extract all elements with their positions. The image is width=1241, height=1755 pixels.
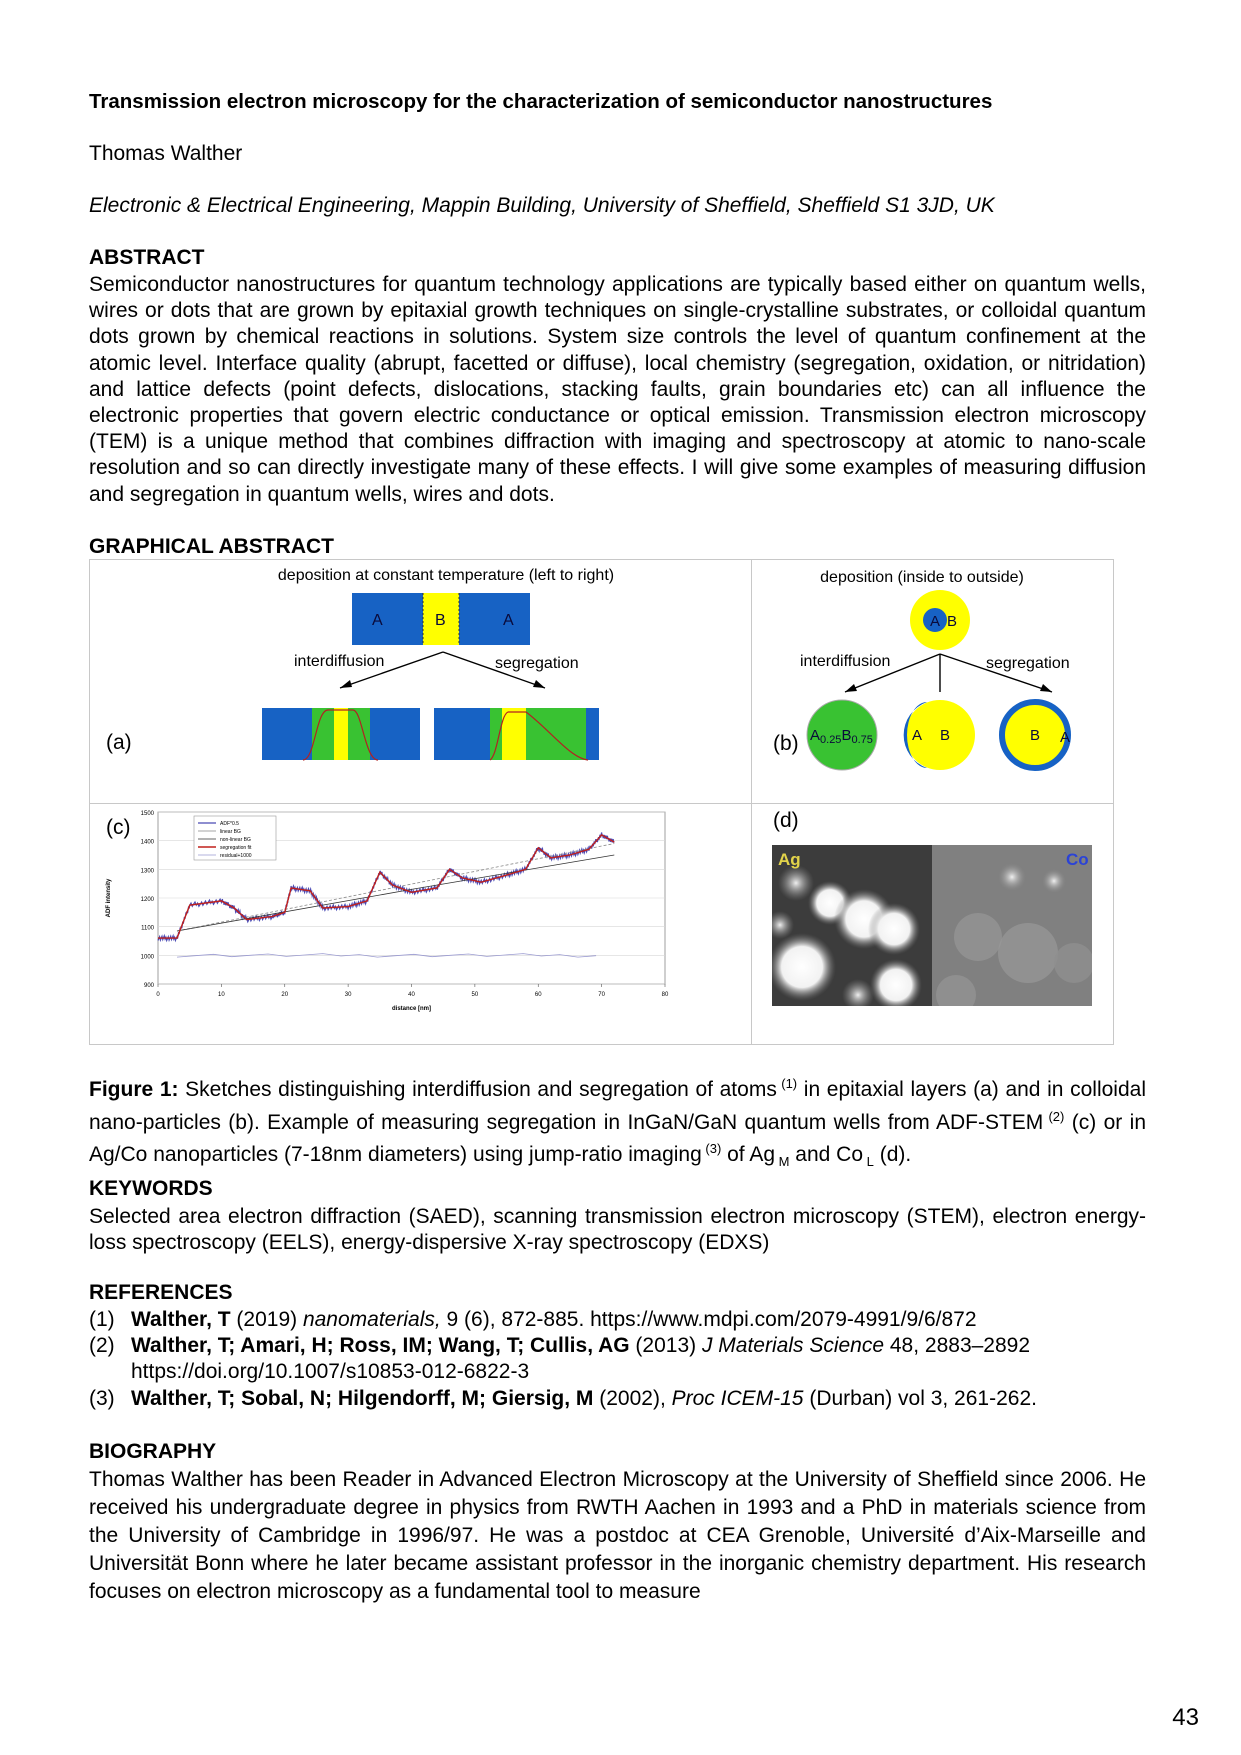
layer-a-right-label: A: [503, 612, 514, 629]
x-tick-label: 60: [534, 992, 542, 998]
y-tick-label: 1300: [140, 868, 154, 875]
reference-2: (2) Walther, T; Amari, H; Ross, IM; Wang, T; Cullis, AG (2013) J Materials Science 48, 2883–2892 https://doi.org/10.1007/s10853-012-6822-3: [89, 1334, 1031, 1384]
panel-a-interdiffusion: interdiffusion: [294, 653, 385, 670]
layer-a-left: [352, 593, 423, 645]
x-tick-label: 30: [344, 992, 352, 998]
keywords-heading: KEYWORDS: [89, 1177, 213, 1200]
abstract-heading: ABSTRACT: [89, 246, 205, 269]
panel-a-segregation: segregation: [495, 655, 579, 672]
layer-a-left-label: A: [372, 612, 383, 629]
x-tick-label: 80: [661, 992, 669, 998]
panel-b-label: (b): [773, 732, 799, 755]
panel-a-label: (a): [106, 731, 132, 754]
legend-label: non-linear BG: [220, 837, 251, 843]
panel-a-title: deposition at constant temperature (left to right): [277, 567, 615, 584]
legend-label: ADF*0.5: [220, 821, 239, 827]
y-tick-label: 1100: [141, 925, 154, 932]
y-tick-label: 1500: [140, 811, 154, 817]
biography-heading: BIOGRAPHY: [89, 1440, 217, 1463]
x-tick-label: 40: [408, 992, 415, 998]
y-tick-label: 1400: [140, 839, 154, 846]
page-number: 43: [1172, 1704, 1199, 1731]
layer-b-label: B: [435, 612, 446, 629]
y-tick-label: 1000: [140, 954, 154, 961]
panel-d-label: (d): [773, 809, 799, 832]
reference-1: (1) Walther, T (2019) nanomaterials, 9 (6), 872-885. https://www.mdpi.com/2079-4991/9/6/872: [89, 1308, 977, 1331]
legend-label: linear BG: [220, 829, 241, 835]
svg-text:A: A: [1060, 729, 1071, 746]
layer-a-right: [459, 593, 530, 645]
affiliation: Electronic & Electrical Engineering, Mappin Building, University of Sheffield, Sheffield S1 3JD, UK: [89, 194, 995, 217]
x-tick-label: 0: [156, 992, 160, 998]
x-axis-label: distance [nm]: [391, 1006, 432, 1012]
legend-label: residual+1000: [220, 853, 252, 859]
biography-text: Thomas Walther has been Reader in Advanced Electron Microscopy at the University of Sheffield since 2006. He received his undergraduate degree in physics from RWTH Aachen in 1993 and a PhD in materials science from the University of Cambridge in 1996/97. He was a postdoc at CEA Grenoble, Université d’Aix-Marseille and Universität Bonn where he later became assistant professor in the inorganic chemistry department. His research focuses on electron microscopy as a fundamental tool to measure: [89, 1468, 1146, 1603]
y-tick-label: 900: [143, 983, 154, 989]
svg-text:B: B: [940, 727, 951, 744]
panel-c-label: (c): [106, 816, 131, 839]
references-list: [89, 1307, 1169, 1412]
y-tick-label: 1200: [140, 897, 154, 903]
panel-b-segregation: segregation: [986, 655, 1070, 672]
legend-label: segregation fit: [220, 845, 252, 851]
svg-text:A: A: [912, 727, 923, 744]
svg-text:A0.25B0.75: $A_{0.25}B_{0.75}$: [810, 727, 873, 746]
x-tick-label: 20: [281, 992, 289, 998]
co-label: Co: [1066, 850, 1089, 869]
svg-text:B: B: [1030, 727, 1041, 744]
paper-title: Transmission electron microscopy for the characterization of semiconductor nanostructures: [89, 90, 993, 113]
panel-d-micrographs: [772, 845, 1092, 1006]
keywords-text: Selected area electron diffraction (SAED), scanning transmission electron microscopy (STEM), electron energy-loss spectroscopy (EELS), energy-dispersive X-ray spectroscopy (EDXS): [89, 1205, 1146, 1255]
x-tick-label: 10: [218, 992, 225, 998]
abstract-text: Semiconductor nanostructures for quantum technology applications are typically based either on quantum wells, wires or dots that are grown by epitaxial growth techniques on single-crystalline substrates, or colloidal quantum dots grown by chemical reactions in solutions. System size controls the level of quantum confinement at the atomic level. Interface quality (abrupt, facetted or diffuse), local chemistry (segregation, oxidation, or nitridation) and lattice defects (point defects, dislocations, stacking faults, grain boundaries etc) can all influence the electronic properties that govern electric conductance or optical emission. Transmission electron microscopy (TEM) is a unique method that combines diffraction with imaging and spectroscopy at atomic to nano-scale resolution and so can directly investigate many of these effects. I will give some examples of measuring diffusion and segregation in quantum wells, wires and dots.: [89, 273, 1146, 506]
figure-caption: Figure 1: Sketches distinguishing interdiffusion and segregation of atoms $^{(1)}$ in epitaxial layers (a) and in colloidal nano-particles (b). Example of measuring segregation in InGaN/GaN quantum wells from ADF-STEM $^{(2)}$ (c) or in Ag/Co nanoparticles (7-18nm diameters) using jump-ratio imaging $^{(3)}$ of Ag $_M$ and Co $_L$ (d).: [89, 1076, 1147, 1170]
author: Thomas Walther: [89, 142, 243, 165]
x-tick-label: 50: [471, 992, 479, 998]
ag-label: Ag: [778, 850, 801, 869]
panel-a-sketch: [90, 560, 751, 803]
panel-b-title: deposition (inside to outside): [820, 569, 1024, 586]
reference-3: (3) Walther, T; Sobal, N; Hilgendorff, M; Giersig, M (2002), Proc ICEM-15 (Durban) vol 3, 261-262.: [89, 1386, 1037, 1410]
references-heading: REFERENCES: [89, 1281, 233, 1304]
panel-b-interdiffusion: interdiffusion: [800, 653, 891, 670]
core-label: A: [930, 613, 941, 630]
figure-1: [89, 559, 1114, 1045]
graphical-abstract-heading: GRAPHICAL ABSTRACT: [89, 535, 334, 558]
panel-c-chart: [90, 804, 751, 1044]
x-tick-label: 70: [598, 992, 605, 998]
shell-label: B: [947, 613, 958, 630]
y-axis-label: ADF intensity: [106, 878, 112, 918]
panel-b-sketch: [752, 560, 1113, 803]
